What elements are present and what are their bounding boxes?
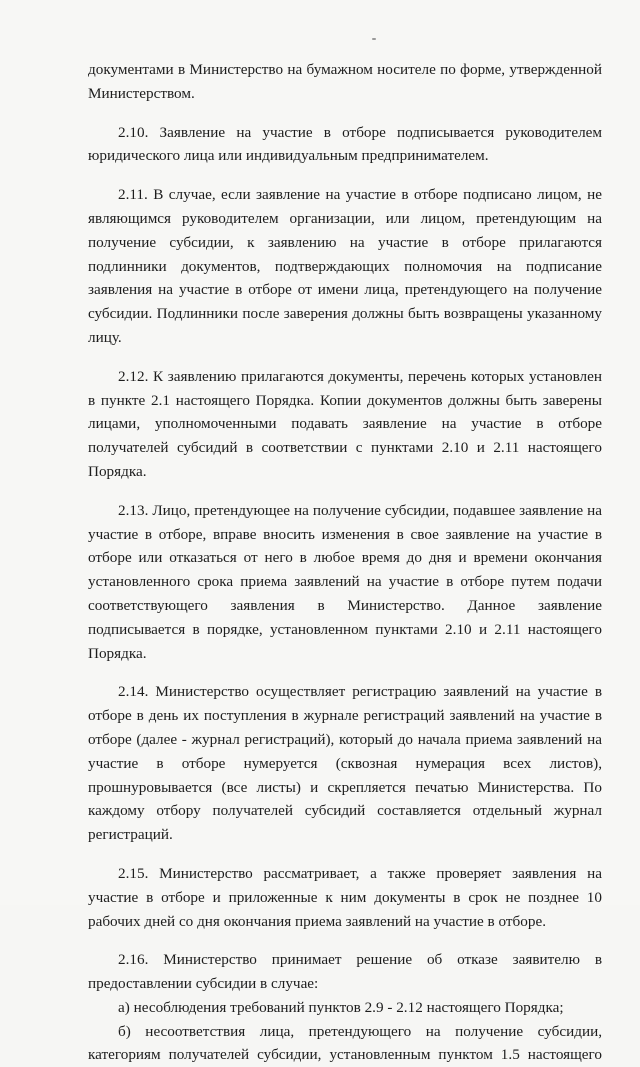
paragraph-2-11: 2.11. В случае, если заявление на участие в отборе подписано лицом, не являющимся руководителем организации, или лицом, претендующим на получение субсидии, к заявлению на участие в отборе прилагаются подлинники документов, подтверждающих полномочия на подписание заявления на участие в отборе от имени лица, претендующего на получение субсидии. Подлинники после заверения должны быть возвращены указанному лицу. (88, 186, 602, 346)
paragraph-2-10: 2.10. Заявление на участие в отборе подписывается руководителем юридического лица или индивидуальным предпринимателем. (88, 123, 602, 165)
list-item-b: б) несоответствия лица, претендующего на получение субсидии, категориям получателей субсидии, установленным пунктом 1.5 настоящего (88, 1022, 602, 1064)
document-body (88, 58, 602, 1067)
list-item-a: а) несоблюдения требований пунктов 2.9 - 2.12 настоящего Порядка; (118, 998, 564, 1016)
paragraph-2-14: 2.14. Министерство осуществляет регистрацию заявлений на участие в отборе в день их поступления в журнале регистраций заявлений на участие в отборе (далее - журнал регистраций), который до начала приема заявлений на участие в отборе нумеруется (сквозная нумерация всех листов), прошнуровывается (все листы) и скрепляется печатью Министерства. По каждому отбору получателей субсидий составляется отдельный журнал регистраций. (88, 683, 602, 844)
paragraph-2-16-block (88, 948, 602, 1067)
paragraph-2-16: 2.16. Министерство принимает решение об отказе заявителю в предоставлении субсидии в случае: (88, 951, 602, 993)
paragraph-2-15: 2.15. Министерство рассматривает, а также проверяет заявления на участие в отборе и приложенные к ним документы в срок не позднее 10 рабочих дней со дня окончания приема заявлений на участие в отборе. (88, 864, 602, 930)
paragraph-2-13: 2.13. Лицо, претендующее на получение субсидии, подавшее заявление на участие в отборе, вправе вносить изменения в свое заявление на участие в отборе или отказаться от него в любое время до дня и времени окончания установленного срока приема заявлений на участие в отборе путем подачи соответствующего заявления в Министерство. Данное заявление подписывается в порядке, установленном пунктами 2.10 и 2.11 настоящего Порядка. (88, 501, 602, 662)
scan-artifact (372, 38, 376, 40)
paragraph-2-12: 2.12. К заявлению прилагаются документы, перечень которых установлен в пункте 2.1 настоящего Порядка. Копии документов должны быть заверены лицами, уполномоченными подавать заявление на участие в отборе получателей субсидий в соответствии с пунктами 2.10 и 2.11 настоящего Порядка. (88, 367, 602, 480)
paragraph-intro: документами в Министерство на бумажном носителе по форме, утвержденной Министерством. (88, 61, 602, 102)
